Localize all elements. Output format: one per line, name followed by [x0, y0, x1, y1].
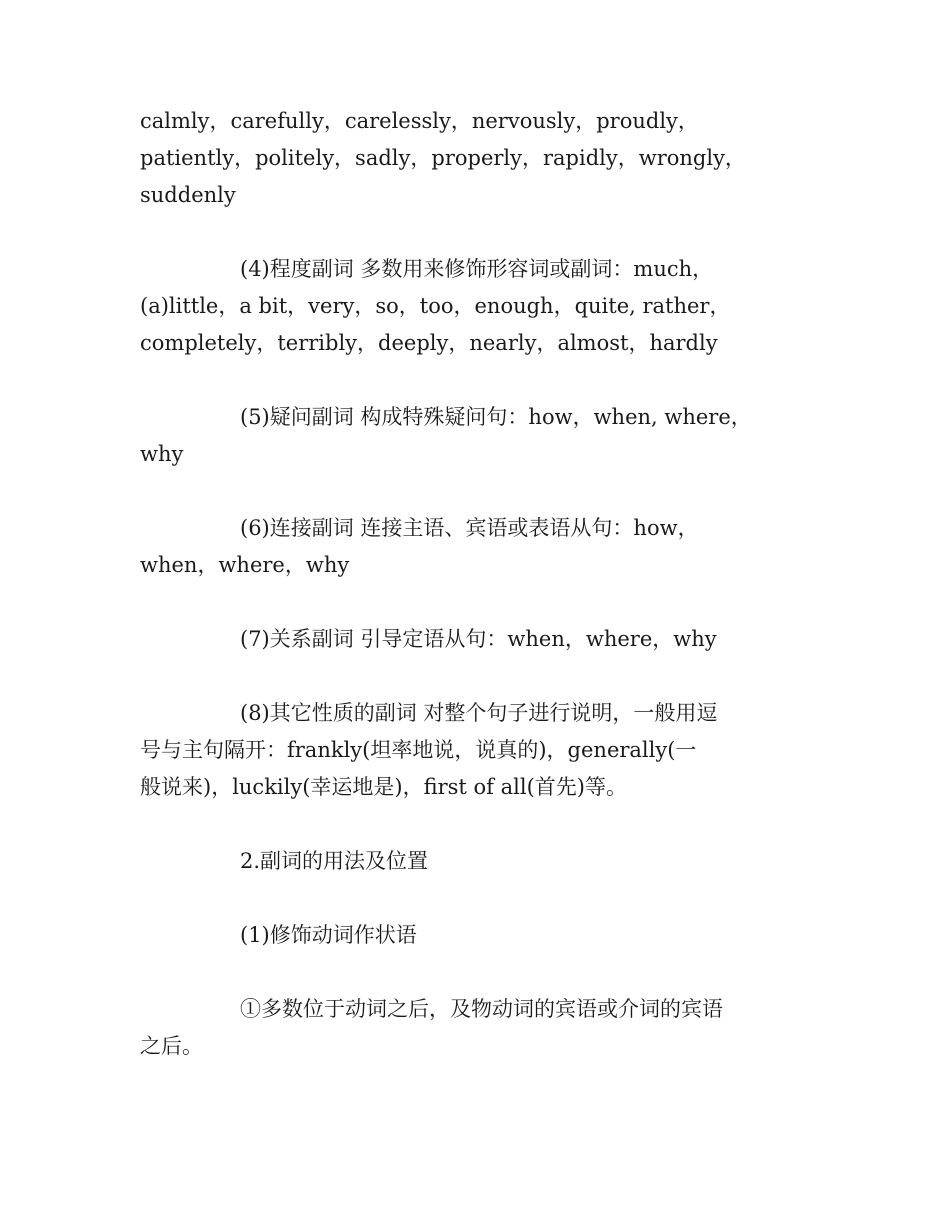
text-line: why [140, 442, 184, 466]
document-body [140, 103, 830, 1102]
text-line: 之后。 [140, 1034, 203, 1058]
paragraph-conjunctive-adverbs [140, 510, 830, 584]
paragraph-other-adverbs [140, 695, 830, 806]
subheading-modify-verb [140, 917, 830, 954]
text-line: completely，terribly，deeply，nearly，almost，hardly [140, 331, 718, 355]
text-line: 般说来)，luckily(幸运地是)，first of all(首先)等。 [140, 775, 627, 799]
text-line: 号与主句隔开：frankly(坦率地说，说真的)，generally(一 [140, 738, 697, 762]
text-line: suddenly [140, 183, 236, 207]
text-line: 2.副词的用法及位置 [240, 849, 429, 873]
paragraph-position-rule [140, 991, 830, 1065]
paragraph-interrogative-adverbs [140, 399, 830, 473]
text-line: (5)疑问副词 构成特殊疑问句：how，when, where， [240, 405, 752, 429]
text-line: (1)修饰动词作状语 [240, 923, 417, 947]
paragraph-degree-adverbs [140, 251, 830, 362]
text-line: (a)little，a bit，very，so，too，enough，quite, rather， [140, 294, 731, 318]
paragraph-relative-adverbs [140, 621, 830, 658]
text-line: calmly，carefully，carelessly，nervously，proudly， [140, 109, 699, 133]
text-line: patiently，politely，sadly，properly，rapidly，wrongly， [140, 146, 746, 170]
text-line: (4)程度副词 多数用来修饰形容词或副词：much， [240, 257, 714, 281]
text-line: (7)关系副词 引导定语从句：when，where，why [240, 627, 717, 651]
text-line: ①多数位于动词之后，及物动词的宾语或介词的宾语 [240, 997, 723, 1021]
paragraph-manner-adverbs [140, 103, 830, 214]
text-line: when，where，why [140, 553, 350, 577]
text-line: (8)其它性质的副词 对整个句子进行说明，一般用逗 [240, 701, 718, 725]
section-heading-usage [140, 843, 830, 880]
text-line: (6)连接副词 连接主语、宾语或表语从句：how， [240, 516, 699, 540]
